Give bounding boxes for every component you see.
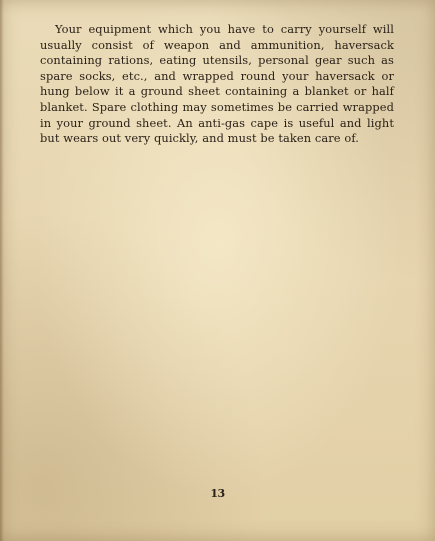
page-edge-shadow xyxy=(0,0,4,541)
body-paragraph: Your equipment which you have to carry yourself will usually consist of weapon and ammunition, haversack containing rations, eating utensils, personal gear such as spare socks, etc., and wrapped round your haversack or hung below it a ground sheet containing a blanket or half blanket. Spare clothing may sometimes be carried wrapped in your ground sheet. An anti-gas cape is useful and light but wears out very quickly, and must be taken care of. xyxy=(40,22,394,146)
page-number: 13 xyxy=(210,487,225,500)
